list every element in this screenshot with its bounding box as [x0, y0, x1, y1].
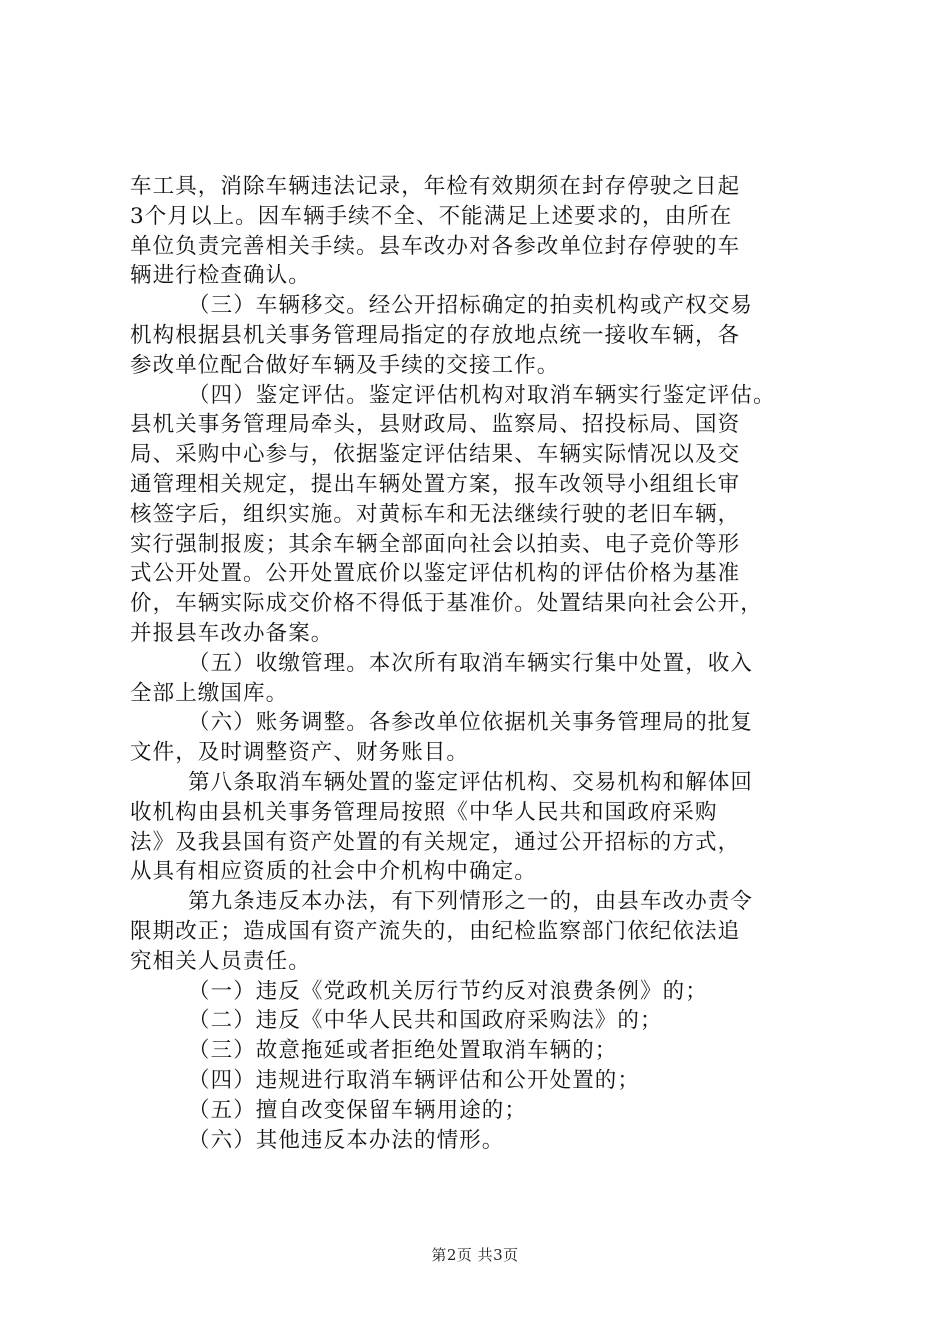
text-line: 实行强制报废；其余车辆全部面向社会以拍卖、电子竞价等形: [130, 531, 741, 557]
document-body: [130, 172, 835, 1155]
text-line: 局、采购中心参与，依据鉴定评估结果、车辆实际情况以及交: [130, 442, 741, 468]
text-line: 参改单位配合做好车辆及手续的交接工作。: [130, 352, 560, 378]
list-item: （五）擅自改变保留车辆用途的；: [188, 1097, 528, 1123]
text-line: 究相关人员责任。: [130, 948, 311, 974]
text-line: 全部上缴国库。: [130, 680, 289, 706]
page-footer: 第2页 共3页: [431, 1246, 519, 1264]
paragraph-start: （五）收缴管理。本次所有取消车辆实行集中处置，收入: [188, 650, 754, 676]
text-line: 单位负责完善相关手续。县车改办对各参改单位封存停驶的车: [130, 233, 741, 259]
text-line: 价，车辆实际成交价格不得低于基准价。处置结果向社会公开，: [130, 591, 763, 617]
text-line: 3个月以上。因车辆手续不全、不能满足上述要求的，由所在: [130, 203, 733, 229]
list-item: （四）违规进行取消车辆评估和公开处置的；: [188, 1067, 641, 1093]
list-item: （六）其他违反本办法的情形。: [188, 1127, 505, 1153]
text-line: 县机关事务管理局牵头，县财政局、监察局、招投标局、国资: [130, 412, 741, 438]
text-line: 式公开处置。公开处置底价以鉴定评估机构的评估价格为基准: [130, 561, 741, 587]
text-line: 文件，及时调整资产、财务账目。: [130, 740, 470, 766]
text-line: 通管理相关规定，提出车辆处置方案，报车改领导小组组长审: [130, 471, 741, 497]
paragraph-start: （六）账务调整。各参改单位依据机关事务管理局的批复: [188, 710, 754, 736]
text-line: 并报县车改办备案。: [130, 620, 334, 646]
text-line: 收机构由县机关事务管理局按照《中华人民共和国政府采购: [130, 799, 718, 825]
paragraph-start: （四）鉴定评估。鉴定评估机构对取消车辆实行鉴定评估。: [188, 382, 776, 408]
text-line: 限期改正；造成国有资产流失的，由纪检监察部门依纪依法追: [130, 918, 741, 944]
text-line: 辆进行检查确认。: [130, 263, 311, 289]
article-8-start: 第八条取消车辆处置的鉴定评估机构、交易机构和解体回: [188, 769, 754, 795]
text-line: 法》及我县国有资产处置的有关规定，通过公开招标的方式，: [130, 829, 741, 855]
article-9-start: 第九条违反本办法，有下列情形之一的，由县车改办责令: [188, 889, 754, 915]
text-line: 从具有相应资质的社会中介机构中确定。: [130, 859, 537, 885]
text-line: 车工具，消除车辆违法记录，年检有效期须在封存停驶之日起: [130, 174, 741, 199]
list-item: （三）故意拖延或者拒绝处置取消车辆的；: [188, 1038, 618, 1064]
text-line: 机构根据县机关事务管理局指定的存放地点统一接收车辆，各: [130, 322, 741, 348]
paragraph-start: （三）车辆移交。经公开招标确定的拍卖机构或产权交易: [188, 293, 754, 319]
list-item: （二）违反《中华人民共和国政府采购法》的；: [188, 1008, 663, 1034]
text-line: 核签字后，组织实施。对黄标车和无法继续行驶的老旧车辆，: [130, 501, 741, 527]
list-item: （一）违反《党政机关厉行节约反对浪费条例》的；: [188, 978, 708, 1004]
